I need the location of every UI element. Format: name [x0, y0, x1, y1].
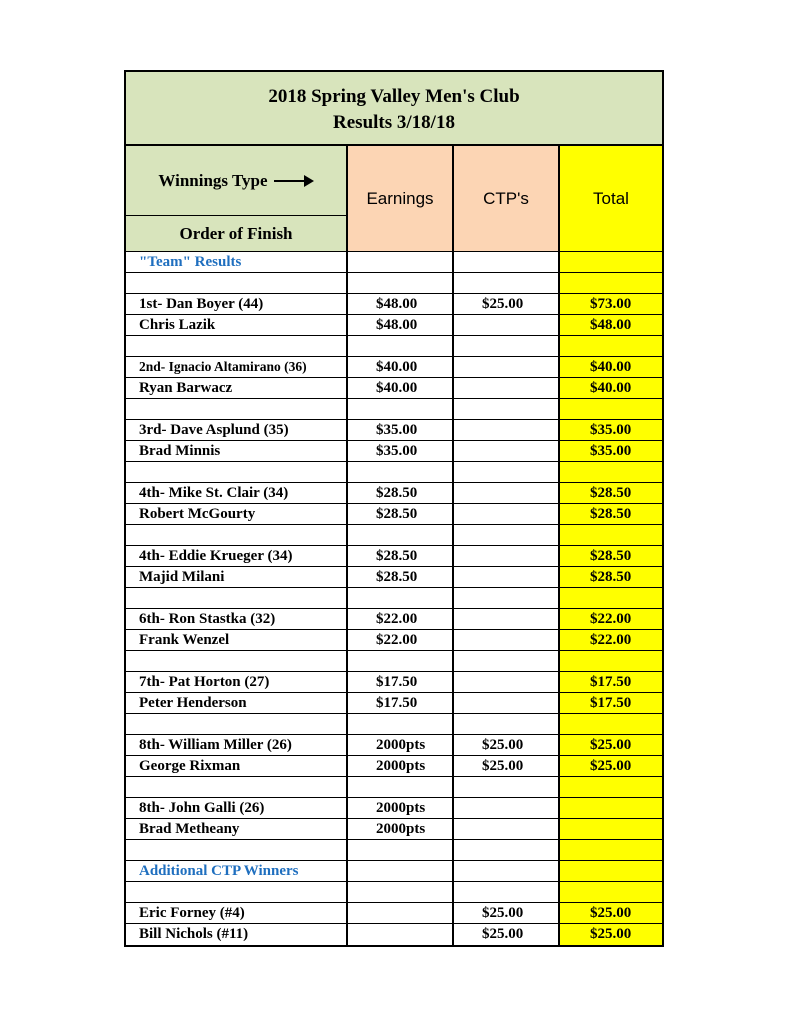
total-cell: $22.00	[560, 609, 662, 629]
table-row	[126, 609, 662, 630]
table-row	[126, 504, 662, 525]
ctp-cell	[454, 567, 560, 587]
player-name-cell: 3rd- Dave Asplund (35)	[126, 420, 348, 440]
order-of-finish-cell	[126, 216, 346, 251]
player-name-cell: Majid Milani	[126, 567, 348, 587]
player-name-cell	[126, 336, 348, 356]
total-cell	[560, 882, 662, 902]
sheet-subtitle: Results 3/18/18	[333, 112, 455, 133]
player-name-cell: Frank Wenzel	[126, 630, 348, 650]
ctp-cell	[454, 441, 560, 461]
table-row	[126, 861, 662, 882]
ctp-cell: $25.00	[454, 294, 560, 314]
order-of-finish-label: Order of Finish	[179, 223, 293, 243]
total-cell: $17.50	[560, 693, 662, 713]
ctp-cell	[454, 399, 560, 419]
total-cell: $25.00	[560, 735, 662, 755]
earnings-cell: $40.00	[348, 357, 454, 377]
earnings-cell: $22.00	[348, 630, 454, 650]
earnings-cell	[348, 651, 454, 671]
total-cell	[560, 651, 662, 671]
earnings-cell	[348, 252, 454, 272]
ctp-cell: $25.00	[454, 903, 560, 923]
player-name-cell	[126, 399, 348, 419]
winnings-type-label: Winnings Type	[158, 170, 268, 190]
ctp-header: CTP's	[454, 146, 560, 251]
ctp-cell	[454, 273, 560, 293]
total-cell: $73.00	[560, 294, 662, 314]
total-cell: $35.00	[560, 441, 662, 461]
ctp-cell	[454, 252, 560, 272]
ctp-cell	[454, 777, 560, 797]
table-row	[126, 798, 662, 819]
player-name-cell	[126, 714, 348, 734]
earnings-cell: 2000pts	[348, 735, 454, 755]
player-name-cell: 4th- Eddie Krueger (34)	[126, 546, 348, 566]
total-cell	[560, 840, 662, 860]
ctp-cell	[454, 546, 560, 566]
earnings-cell: $17.50	[348, 672, 454, 692]
ctp-cell	[454, 336, 560, 356]
earnings-cell: $28.50	[348, 483, 454, 503]
earnings-cell: $35.00	[348, 420, 454, 440]
total-cell: $22.00	[560, 630, 662, 650]
earnings-cell	[348, 924, 454, 945]
player-name-cell: "Team" Results	[126, 252, 348, 272]
table-row	[126, 630, 662, 651]
player-name-cell: Brad Metheany	[126, 819, 348, 839]
earnings-cell: $35.00	[348, 441, 454, 461]
results-rows	[126, 252, 662, 945]
row-header-column	[126, 146, 348, 251]
player-name-cell: Additional CTP Winners	[126, 861, 348, 881]
total-cell: $35.00	[560, 420, 662, 440]
table-row	[126, 483, 662, 504]
table-row	[126, 336, 662, 357]
right-arrow-icon	[274, 175, 314, 187]
player-name-cell	[126, 588, 348, 608]
player-name-cell: 4th- Mike St. Clair (34)	[126, 483, 348, 503]
table-row	[126, 714, 662, 735]
player-name-cell: Eric Forney (#4)	[126, 903, 348, 923]
total-cell	[560, 861, 662, 881]
earnings-cell: 2000pts	[348, 798, 454, 818]
total-cell	[560, 588, 662, 608]
total-header: Total	[560, 146, 662, 251]
total-cell	[560, 798, 662, 818]
earnings-cell	[348, 714, 454, 734]
ctp-cell	[454, 693, 560, 713]
total-cell: $25.00	[560, 756, 662, 776]
player-name-cell	[126, 273, 348, 293]
player-name-cell: 1st- Dan Boyer (44)	[126, 294, 348, 314]
total-cell	[560, 399, 662, 419]
player-name-cell	[126, 462, 348, 482]
player-name-cell: Bill Nichols (#11)	[126, 924, 348, 945]
earnings-cell: $28.50	[348, 546, 454, 566]
earnings-cell: 2000pts	[348, 756, 454, 776]
ctp-cell	[454, 420, 560, 440]
ctp-cell	[454, 840, 560, 860]
earnings-cell: $48.00	[348, 315, 454, 335]
ctp-cell	[454, 588, 560, 608]
earnings-cell	[348, 399, 454, 419]
total-cell: $28.50	[560, 567, 662, 587]
player-name-cell: Chris Lazik	[126, 315, 348, 335]
table-row	[126, 357, 662, 378]
earnings-cell	[348, 777, 454, 797]
total-cell: $28.50	[560, 546, 662, 566]
player-name-cell: 7th- Pat Horton (27)	[126, 672, 348, 692]
player-name-cell: 8th- John Galli (26)	[126, 798, 348, 818]
table-row	[126, 735, 662, 756]
sheet-title: 2018 Spring Valley Men's Club	[268, 86, 520, 107]
winnings-type-cell	[126, 146, 346, 216]
ctp-cell	[454, 378, 560, 398]
title-block	[126, 72, 662, 146]
table-row	[126, 924, 662, 945]
total-cell	[560, 777, 662, 797]
earnings-cell	[348, 462, 454, 482]
total-cell	[560, 714, 662, 734]
earnings-cell: $22.00	[348, 609, 454, 629]
player-name-cell	[126, 777, 348, 797]
table-row	[126, 294, 662, 315]
ctp-cell	[454, 525, 560, 545]
earnings-cell	[348, 525, 454, 545]
ctp-cell: $25.00	[454, 924, 560, 945]
ctp-cell	[454, 504, 560, 524]
ctp-cell	[454, 798, 560, 818]
table-row	[126, 378, 662, 399]
earnings-cell	[348, 882, 454, 902]
player-name-cell: Peter Henderson	[126, 693, 348, 713]
total-cell	[560, 336, 662, 356]
total-cell	[560, 819, 662, 839]
total-cell: $17.50	[560, 672, 662, 692]
player-name-cell	[126, 651, 348, 671]
table-row	[126, 546, 662, 567]
column-header	[126, 146, 662, 252]
total-cell: $48.00	[560, 315, 662, 335]
table-row	[126, 420, 662, 441]
table-row	[126, 252, 662, 273]
ctp-cell	[454, 882, 560, 902]
table-row	[126, 756, 662, 777]
earnings-cell	[348, 336, 454, 356]
table-row	[126, 462, 662, 483]
table-row	[126, 651, 662, 672]
ctp-cell	[454, 315, 560, 335]
total-cell: $28.50	[560, 504, 662, 524]
earnings-cell	[348, 861, 454, 881]
earnings-header: Earnings	[348, 146, 454, 251]
player-name-cell	[126, 525, 348, 545]
table-row	[126, 840, 662, 861]
table-row	[126, 882, 662, 903]
ctp-cell	[454, 861, 560, 881]
table-row	[126, 399, 662, 420]
ctp-cell	[454, 630, 560, 650]
earnings-cell: 2000pts	[348, 819, 454, 839]
player-name-cell	[126, 882, 348, 902]
ctp-cell: $25.00	[454, 735, 560, 755]
total-cell: $25.00	[560, 924, 662, 945]
table-row	[126, 567, 662, 588]
player-name-cell: Brad Minnis	[126, 441, 348, 461]
total-cell	[560, 462, 662, 482]
total-cell: $40.00	[560, 357, 662, 377]
earnings-cell: $40.00	[348, 378, 454, 398]
table-row	[126, 693, 662, 714]
table-row	[126, 672, 662, 693]
player-name-cell: Ryan Barwacz	[126, 378, 348, 398]
table-row	[126, 588, 662, 609]
ctp-cell	[454, 651, 560, 671]
ctp-cell	[454, 357, 560, 377]
total-cell	[560, 525, 662, 545]
earnings-cell: $28.50	[348, 504, 454, 524]
total-cell: $28.50	[560, 483, 662, 503]
total-cell	[560, 273, 662, 293]
total-cell	[560, 252, 662, 272]
ctp-cell	[454, 672, 560, 692]
ctp-cell: $25.00	[454, 756, 560, 776]
player-name-cell: George Rixman	[126, 756, 348, 776]
table-row	[126, 273, 662, 294]
ctp-cell	[454, 462, 560, 482]
ctp-cell	[454, 483, 560, 503]
results-sheet	[124, 70, 664, 947]
table-row	[126, 441, 662, 462]
player-name-cell	[126, 840, 348, 860]
player-name-cell: 2nd- Ignacio Altamirano (36)	[126, 357, 348, 377]
ctp-cell	[454, 714, 560, 734]
ctp-cell	[454, 609, 560, 629]
table-row	[126, 777, 662, 798]
earnings-cell	[348, 840, 454, 860]
ctp-cell	[454, 819, 560, 839]
earnings-cell	[348, 273, 454, 293]
earnings-cell: $48.00	[348, 294, 454, 314]
player-name-cell: Robert McGourty	[126, 504, 348, 524]
table-row	[126, 903, 662, 924]
table-row	[126, 315, 662, 336]
table-row	[126, 525, 662, 546]
earnings-cell: $17.50	[348, 693, 454, 713]
table-row	[126, 819, 662, 840]
total-cell: $40.00	[560, 378, 662, 398]
earnings-cell	[348, 588, 454, 608]
player-name-cell: 6th- Ron Stastka (32)	[126, 609, 348, 629]
earnings-cell: $28.50	[348, 567, 454, 587]
player-name-cell: 8th- William Miller (26)	[126, 735, 348, 755]
total-cell: $25.00	[560, 903, 662, 923]
earnings-cell	[348, 903, 454, 923]
